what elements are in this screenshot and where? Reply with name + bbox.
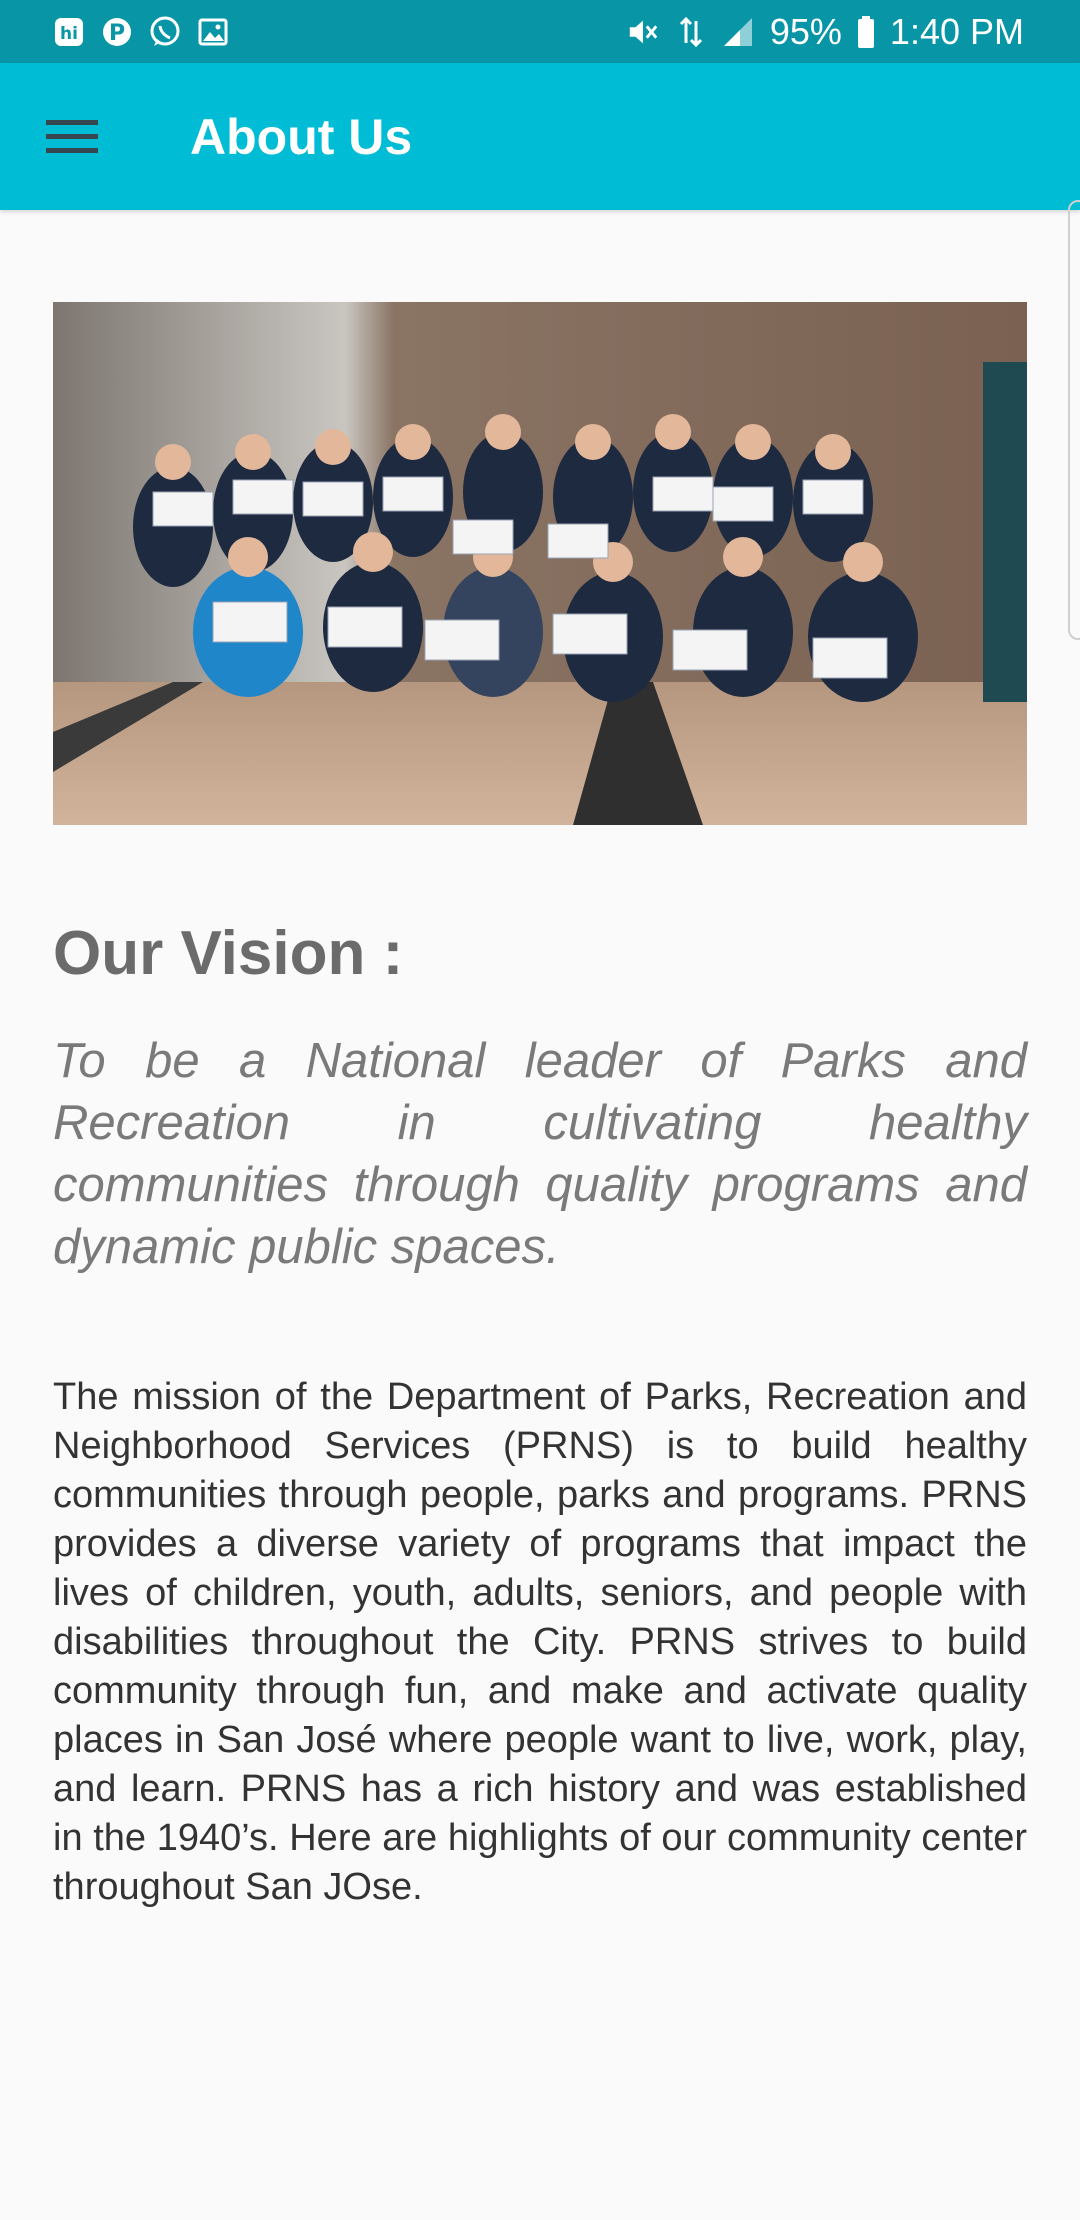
network-icon <box>674 15 708 49</box>
mute-icon <box>626 15 660 49</box>
hi-icon <box>52 15 86 49</box>
gallery-icon <box>196 15 230 49</box>
vision-heading: Our Vision : <box>53 919 404 988</box>
svg-text:P: P <box>108 20 126 46</box>
battery-percent: 95% <box>769 10 842 52</box>
battery-icon <box>856 15 876 49</box>
mission-statement: The mission of the Department of Parks, Recreation and Neighborhood Services (PRNS) is to build healthy communities through people, parks and programs. PRNS provides a diverse variety of programs that impact the lives of children, youth, adults, seniors, and people with disabilities throughout the City. PRNS strives to build community through fun, and make and activate quality places in San José where people want to live, work, play, and learn. PRNS has a rich history and was established in the 1940’s. Here are highlights of our community center throughout San JOse. <box>53 1376 1027 1908</box>
svg-text:hi: hi <box>60 23 78 44</box>
about-content <box>53 302 1027 1912</box>
pinterest-icon <box>100 15 134 49</box>
status-bar <box>0 0 1080 63</box>
group-photo <box>53 302 1027 825</box>
page-title: About Us <box>190 108 413 165</box>
drawer-edge <box>1068 200 1080 640</box>
signal-icon <box>722 15 756 49</box>
app-bar <box>0 63 1080 210</box>
hamburger-menu-icon[interactable] <box>34 99 110 175</box>
vision-statement: To be a National leader of Parks and Recreation in cultivating healthy communities through quality programs and dynamic public spaces. <box>53 1034 1027 1274</box>
system-status <box>626 11 1024 53</box>
whatsapp-icon <box>148 15 182 49</box>
notification-icons <box>52 15 230 49</box>
clock: 1:40 PM <box>889 10 1024 52</box>
